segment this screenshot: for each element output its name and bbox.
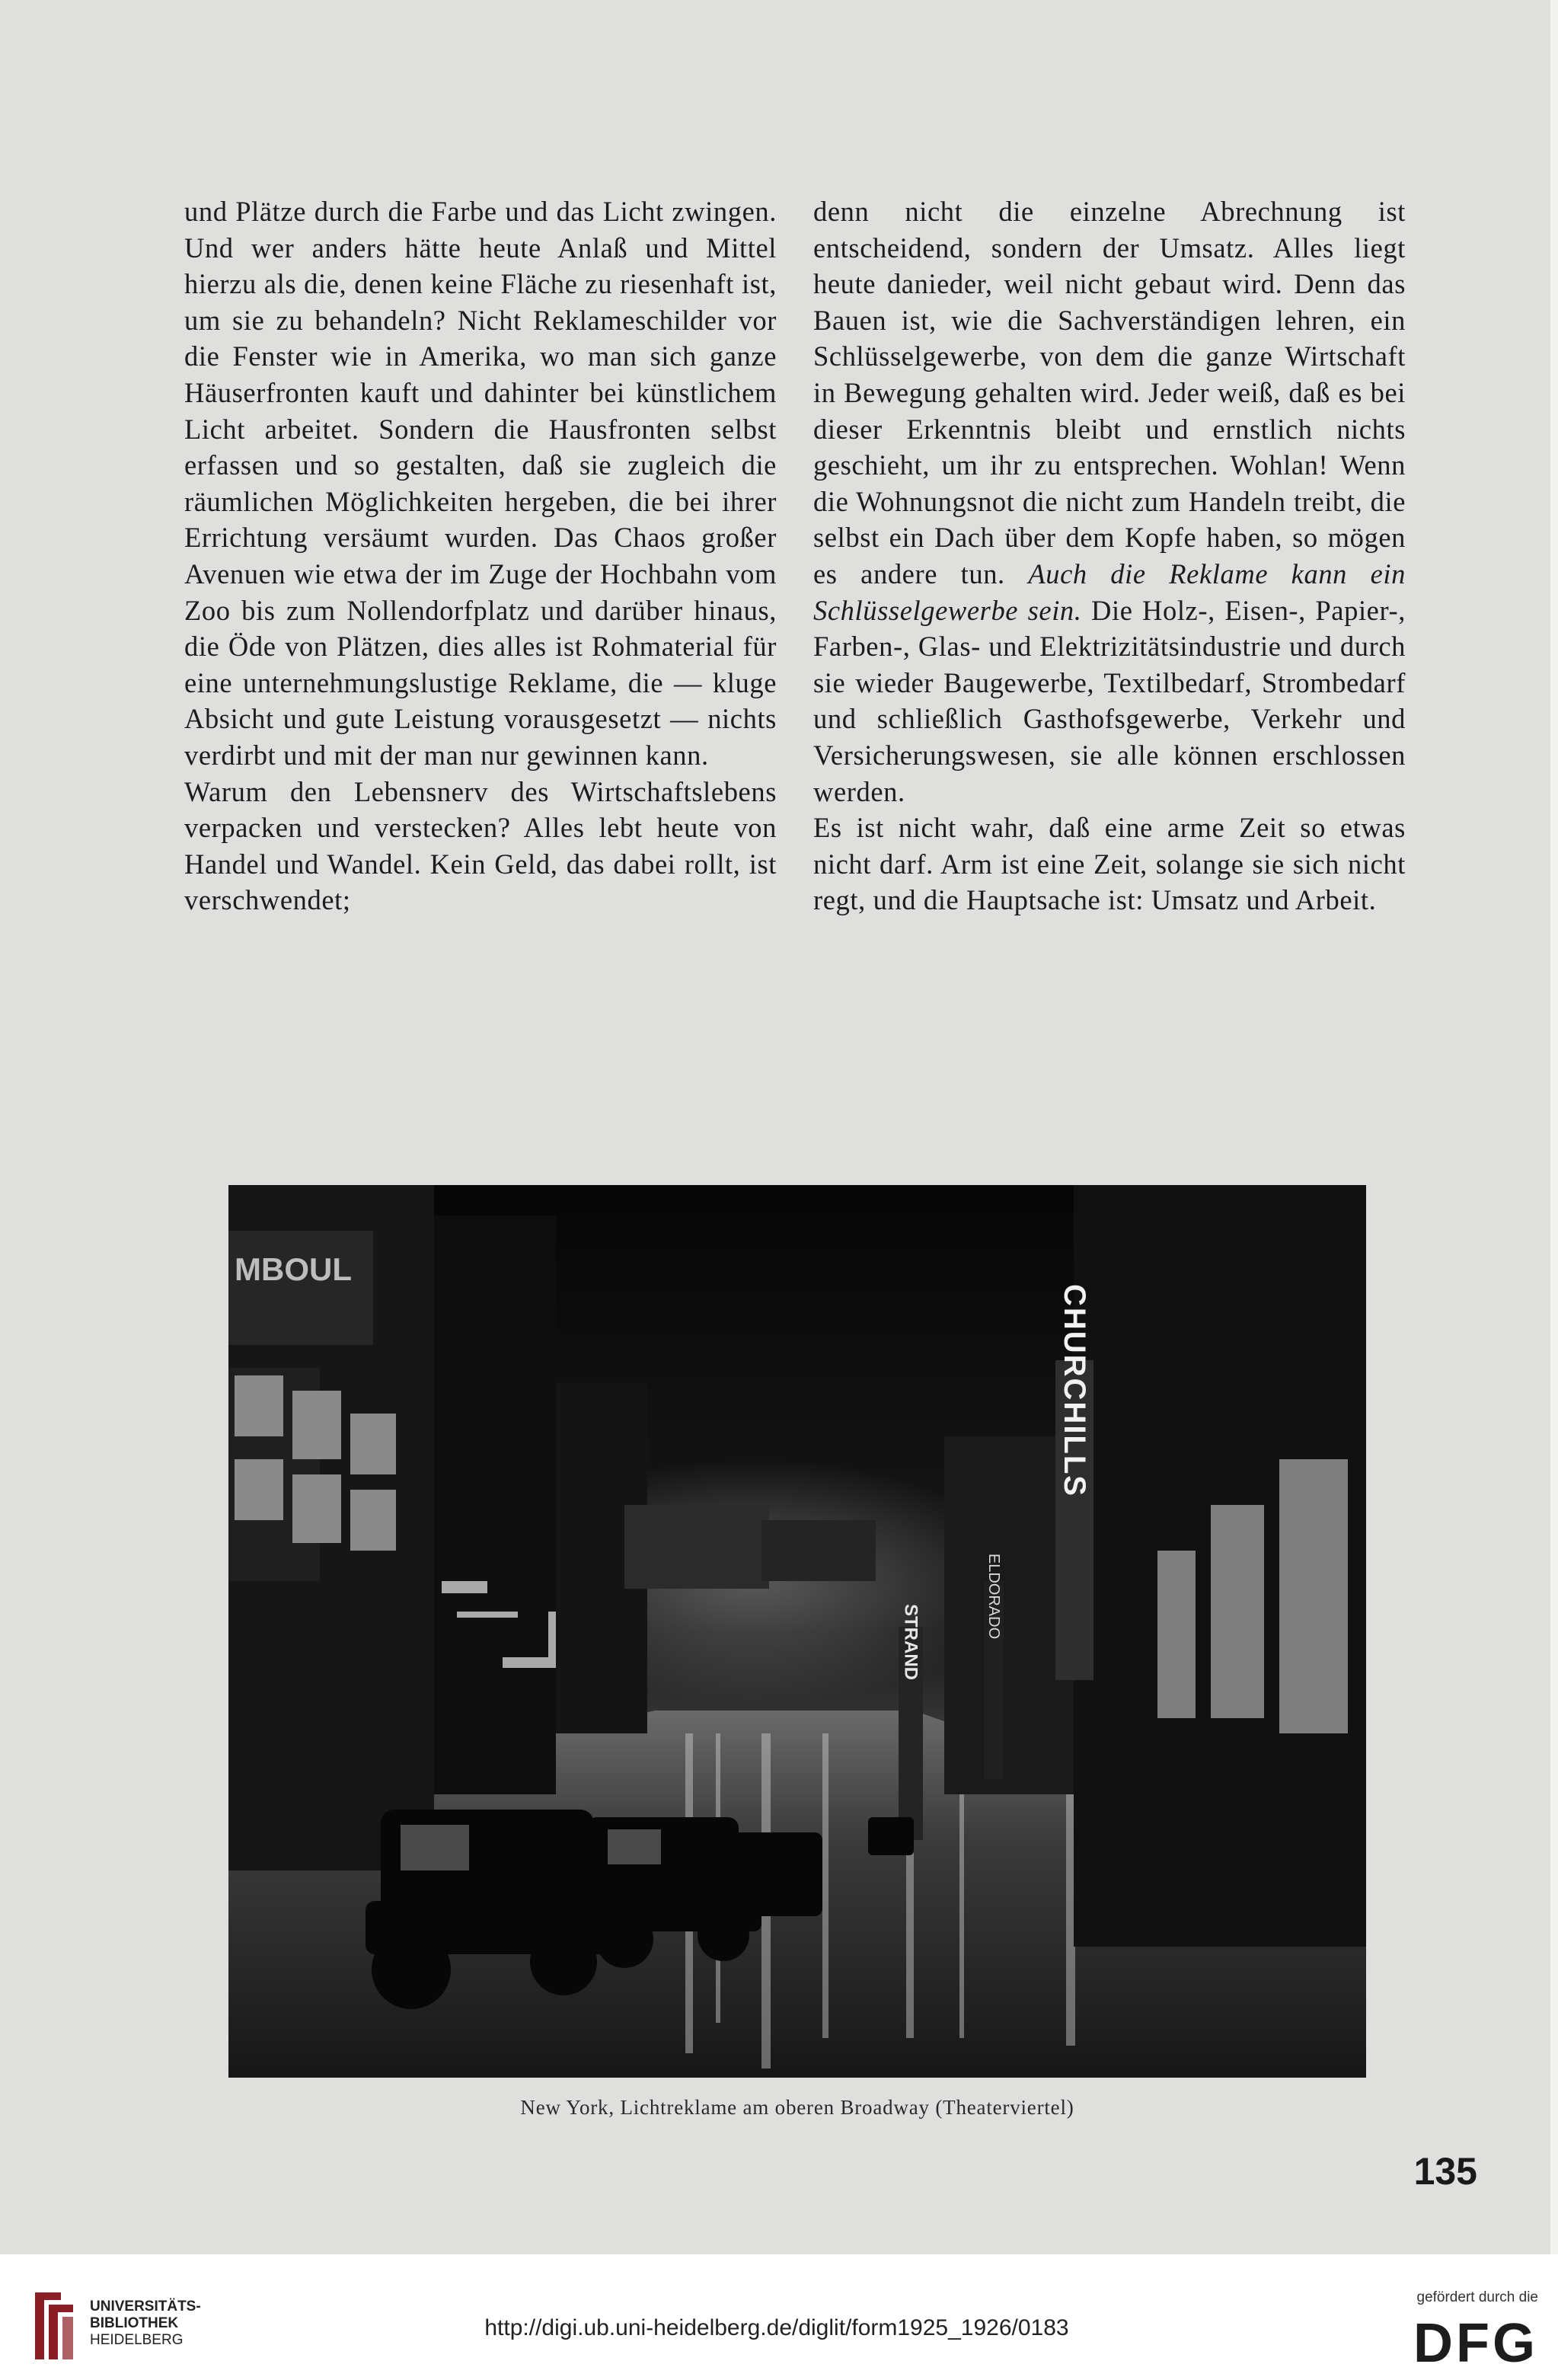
- dfg-logo: DFG: [1413, 2313, 1538, 2374]
- text-column-left: [184, 193, 777, 918]
- left-sign-text: MBOUL: [235, 1251, 352, 1287]
- text-column-right: [813, 193, 1406, 918]
- permalink-url[interactable]: http://digi.ub.uni-heidelberg.de/diglit/form1925_1926/0183: [484, 2315, 1069, 2340]
- text-run: Die Holz-, Eisen-, Papier-, Farben-, Glas- und Elektrizitätsindustrie und durch sie wieder Baugewerbe, Textilbedarf, Strombedarf und schließlich Gasthofsgewerbe, Verkehr und Versicherungswesen, sie alle können erschlossen werden.: [813, 594, 1406, 807]
- paragraph: [813, 193, 1406, 810]
- library-name-line: BIBLIOTHEK: [90, 2315, 179, 2331]
- paragraph: und Plätze durch die Farbe und das Licht zwingen. Und wer anders hätte heute Anlaß und Mittel hierzu als die, denen keine Fläche zu riesenhaft ist, um sie zu behandeln? Nicht Reklameschilder vor die Fenster wie in Amerika, wo man sich ganze Häuserfronten kauft und dahinter bei künstlichem Licht arbeitet. Sondern die Hausfronten selbst erfassen und so gestalten, daß sie zugleich die räumlichen Möglichkeiten hergeben, die bei ihrer Errichtung versäumt wurden. Das Chaos großer Avenuen wie etwa der im Zuge der Hochbahn vom Zoo bis zum Nollendorfplatz und darüber hinaus, die Öde von Plätzen, dies alles ist Rohmaterial für eine unternehmungslustige Reklame, die — kluge Absicht und gute Leistung vorausgesetzt — nichts verdirbt und mit der man nur gewinnen kann.: [184, 196, 777, 771]
- page-edge: [1550, 0, 1558, 2254]
- strand-sign-text: STRAND: [900, 1604, 921, 1680]
- paragraph: Es ist nicht wahr, daß eine arme Zeit so etwas nicht darf. Arm ist eine Zeit, solange sie sich nicht regt, und die Hauptsache ist: Umsatz und Arbeit.: [813, 812, 1406, 916]
- paragraph: Warum den Lebensnerv des Wirtschaftslebens verpacken und verstecken? Alles lebt heute von Handel und Wandel. Kein Geld, das dabei rollt, ist verschwendet;: [184, 775, 777, 916]
- eldorado-sign-text: ELDORADO: [985, 1553, 1002, 1640]
- library-name-line: UNIVERSITÄTS-: [90, 2299, 201, 2315]
- churchills-sign-text: CHURCHILLS: [1058, 1284, 1091, 1497]
- italic-emphasis: Auch die Reklame kann ein Schlüsselgewerbe sein.: [813, 557, 1406, 626]
- funding-note: gefördert durch die: [1416, 2289, 1538, 2305]
- photo-caption: New York, Lichtreklame am oberen Broadway (Theaterviertel): [520, 2096, 1074, 2119]
- photo-illustration: [228, 1185, 1366, 2078]
- library-name: [90, 2299, 201, 2349]
- library-logo-icon: [30, 2289, 78, 2362]
- page-number: 135: [1413, 2150, 1477, 2193]
- night-street-photo: [228, 1185, 1366, 2078]
- library-name-line: HEIDELBERG: [90, 2332, 184, 2348]
- text-run: denn nicht die einzelne Abrechnung ist entscheidend, sondern der Umsatz. Alles liegt heute danieder, weil nicht gebaut wird. Denn das Bauen ist, wie die Sachverständigen lehren, ein Schlüsselgewerbe, von dem die ganze Wirtschaft in Bewegung gehalten wird. Jeder weiß, daß es bei dieser Erkenntnis bleibt und ernstlich nichts geschieht, um ihr zu entsprechen. Wohlan! Wenn die Wohnungsnot die nicht zum Handeln treibt, die selbst ein Dach über dem Kopfe haben, so mögen es andere tun.: [813, 196, 1406, 589]
